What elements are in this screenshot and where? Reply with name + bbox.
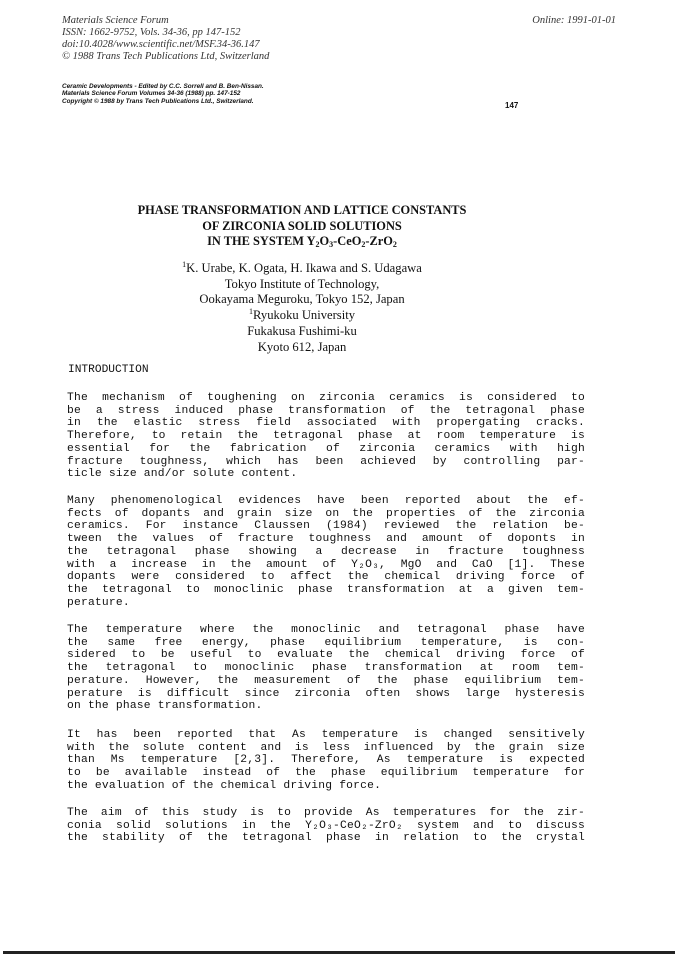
publication-line: Materials Science Forum Volumes 34-36 (1988) pp. 147-152: [62, 90, 241, 98]
text-line: to be available instead of the phase equilibrium temperature for: [67, 767, 585, 780]
text-line: Therefore, to retain the tetragonal phase at room temperature is: [67, 430, 585, 443]
copyright-line: © 1988 Trans Tech Publications Ltd, Switzerland: [62, 51, 270, 62]
text-line: fects of dopants and grain size on the properties of the zirconia: [67, 507, 585, 520]
text-line: conia solid solutions in the Y₂O₃-CeO₂-ZrO₂ system and to discuss: [67, 819, 585, 832]
text-line: Many phenomenological evidences have been reported about the ef-: [67, 495, 585, 507]
text-line: the tetragonal to monoclinic phase transformation at room tem-: [67, 662, 585, 675]
subscript: 2: [361, 240, 366, 249]
paragraph: [67, 807, 585, 845]
page-bottom-rule: [3, 951, 675, 954]
text-line: fracture toughness, which has been achieved by controlling par-: [67, 455, 585, 468]
text-line: the evaluation of the chemical driving force.: [67, 779, 382, 792]
author-names: [0, 261, 604, 277]
text-line: with the solute content and is less influenced by the grain size: [67, 741, 585, 754]
text-line: essential for the fabrication of zirconia ceramics with high: [67, 442, 585, 455]
affiliation-line: Tokyo Institute of Technology,: [224, 276, 380, 291]
affiliation-line: [0, 308, 604, 324]
text-line: on the phase transformation.: [67, 700, 263, 713]
paragraph: [67, 495, 585, 609]
journal-header: [62, 15, 269, 63]
paragraph: [67, 729, 585, 793]
text-line: the tetragonal to monoclinic phase transformation at a given tem-: [67, 583, 585, 596]
title-line: OF ZIRCONIA SOLID SOLUTIONS: [202, 218, 402, 233]
subscript: 3: [329, 240, 334, 249]
affiliation-line: Ookayama Meguroku, Tokyo 152, Japan: [199, 292, 405, 307]
subscript: 2: [392, 240, 397, 249]
superscript: 1: [182, 260, 187, 269]
section-heading: INTRODUCTION: [68, 364, 149, 376]
publication-line: Copyright © 1988 by Trans Tech Publications Ltd., Switzerland.: [62, 97, 254, 105]
superscript: 1: [249, 307, 253, 317]
paragraph: [67, 624, 585, 713]
title-text: -CeO: [333, 234, 362, 248]
text-line: It has been reported that As temperature is changed sensitively: [67, 729, 585, 741]
text-line: perature is difficult since zirconia often shows large hysteresis: [67, 687, 585, 700]
author-block: [0, 261, 604, 355]
affiliation-line: Fukakusa Fushimi-ku: [247, 323, 357, 338]
title-text: IN THE SYSTEM Y: [207, 234, 316, 248]
text-line: dopants were considered to affect the chemical driving force of: [67, 571, 585, 584]
author-list: K. Urabe, K. Ogata, H. Ikawa and S. Udagawa: [186, 261, 422, 275]
title-line: PHASE TRANSFORMATION AND LATTICE CONSTANTS: [137, 203, 467, 217]
publication-info: [62, 83, 264, 105]
text-line: the tetragonal phase showing a decrease in fracture toughness: [67, 545, 585, 558]
text-line: the stability of the tetragonal phase in relation to the crystal: [67, 832, 585, 845]
text-line: the same free energy, phase equilibrium temperature, is con-: [67, 636, 585, 649]
text-line: ticle size and/or solute content.: [67, 468, 298, 481]
text-line: with a increase in the amount of Y₂O₃, MgO and CaO [1]. These: [67, 558, 585, 571]
text-line: than Ms temperature [2,3]. Therefore, As temperature is expected: [67, 754, 585, 767]
journal-name: Materials Science Forum: [62, 15, 169, 26]
text-line: The mechanism of toughening on zirconia ceramics is considered to: [67, 392, 585, 404]
page-number: 147: [505, 101, 519, 110]
paragraph: [67, 392, 585, 481]
text-line: perature.: [67, 596, 130, 609]
title-text: -ZrO: [365, 234, 393, 248]
issn-line: ISSN: 1662-9752, Vols. 34-36, pp 147-152: [62, 27, 241, 38]
text-line: be a stress induced phase transformation of the tetragonal phase: [67, 404, 585, 417]
doi-line: doi:10.4028/www.scientific.net/MSF.34-36.147: [62, 39, 260, 50]
text-line: in the elastic stress field associated with propergating cracks.: [67, 417, 585, 430]
text-line: perature. However, the measurement of the phase equilibrium tem-: [67, 674, 585, 687]
paper-title: [0, 203, 604, 250]
text-line: The temperature where the monoclinic and tetragonal phase have: [67, 624, 585, 636]
text-line: ceramics. For instance Claussen (1984) reviewed the relation be-: [67, 520, 585, 533]
title-line: [0, 234, 604, 250]
affiliation-line: Kyoto 612, Japan: [257, 339, 347, 354]
subscript: 2: [315, 240, 320, 249]
text-line: The aim of this study is to provide As temperatures for the zir-: [67, 807, 585, 819]
affiliation-name: Ryukoku University: [253, 308, 355, 323]
text-line: sidered to be useful to evaluate the chemical driving force of: [67, 649, 585, 662]
online-date: Online: 1991-01-01: [532, 15, 616, 26]
title-text: O: [319, 234, 330, 248]
publication-line: Ceramic Developments - Edited by C.C. Sorrell and B. Ben-Nissan.: [62, 83, 264, 90]
text-line: tween the values of fracture toughness and amount of doponts in: [67, 533, 585, 546]
